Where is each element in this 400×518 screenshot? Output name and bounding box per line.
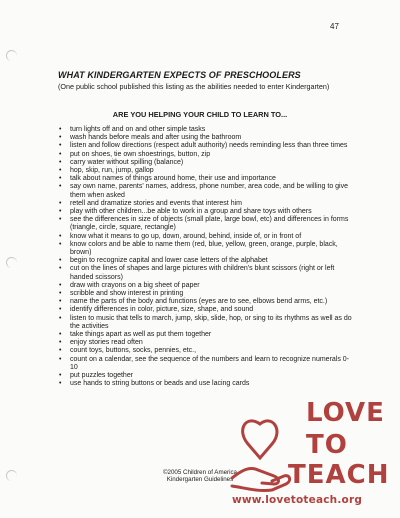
list-item: • turn lights off and on and other simple tasks bbox=[58, 126, 354, 134]
page-number: 47 bbox=[330, 22, 339, 31]
list-item: • know what it means to go up, down, around, behind, inside of, or in front of bbox=[58, 233, 354, 241]
logo-word-teach: TEACH bbox=[288, 460, 390, 490]
logo-word-love: LOVE bbox=[306, 398, 385, 428]
list-item: • begin to recognize capital and lower case letters of the alphabet bbox=[58, 257, 354, 265]
list-item: • count toys, buttons, socks, pennies, etc., bbox=[58, 347, 354, 355]
list-item: • carry water without spilling (balance) bbox=[58, 159, 354, 167]
list-item: • listen and follow directions (respect adult authority) needs reminding less than three times bbox=[58, 142, 354, 150]
list-item: • cut on the lines of shapes and large pictures with children's blunt scissors (right or left handed scissors) bbox=[58, 265, 354, 281]
list-item: • see the differences in size of objects (small plate, large bowl, etc) and differences in forms (triangle, circle, square, rectangle) bbox=[58, 216, 354, 232]
list-item: • identify differences in color, picture, size, shape, and sound bbox=[58, 306, 354, 314]
punch-hole-mark bbox=[6, 50, 17, 61]
logo-url: www.lovetoteach.org bbox=[232, 494, 363, 506]
credit-line: ©2005 Children of America bbox=[162, 469, 238, 476]
list-item: • count on a calendar, see the sequence of the numbers and learn to recognize numerals 0-10 bbox=[58, 356, 354, 372]
list-item: • wash hands before meals and after using the bathroom bbox=[58, 134, 354, 142]
list-item: • hop, skip, run, jump, gallop bbox=[58, 167, 354, 175]
list-item: • use hands to string buttons or beads and use lacing cards bbox=[58, 380, 354, 388]
logo-word-to: TO bbox=[306, 430, 348, 460]
list-item: • enjoy stories read often bbox=[58, 339, 354, 347]
list-item: • scribble and show interest in printing bbox=[58, 290, 354, 298]
page-title: WHAT KINDERGARTEN EXPECTS OF PRESCHOOLERS bbox=[58, 70, 301, 80]
credit-line: Kindergarten Guidelines bbox=[166, 476, 234, 484]
section-heading: ARE YOU HELPING YOUR CHILD TO LEARN TO... bbox=[112, 110, 288, 119]
list-item: • play with other children...be able to work in a group and share toys with others bbox=[58, 208, 354, 216]
list-item: • listen to music that tells to march, jump, skip, slide, hop, or sing to its rhythms as well as do the activities bbox=[58, 315, 354, 331]
skills-list bbox=[58, 126, 354, 389]
page-subtitle: (One public school published this listing as the abilities needed to enter Kindergarten) bbox=[58, 82, 330, 91]
list-item: • take things apart as well as put them together bbox=[58, 331, 354, 339]
love-to-teach-logo bbox=[228, 396, 396, 514]
punch-hole-mark bbox=[6, 257, 17, 268]
list-item: • know colors and be able to name them (red, blue, yellow, green, orange, purple, black, brown) bbox=[58, 241, 354, 257]
list-item: • put on shoes, tie own shoestrings, button, zip bbox=[58, 151, 354, 159]
list-item: • put puzzles together bbox=[58, 372, 354, 380]
list-item: • retell and dramatize stories and events that interest him bbox=[58, 200, 354, 208]
list-item: • name the parts of the body and functions (eyes are to see, elbows bend arms, etc.) bbox=[58, 298, 354, 306]
list-item: • talk about names of things around home, their use and importance bbox=[58, 175, 354, 183]
list-item: • draw with crayons on a big sheet of paper bbox=[58, 282, 354, 290]
list-item: • say own name, parents' names, address, phone number, area code, and be willing to give them when asked bbox=[58, 183, 354, 199]
